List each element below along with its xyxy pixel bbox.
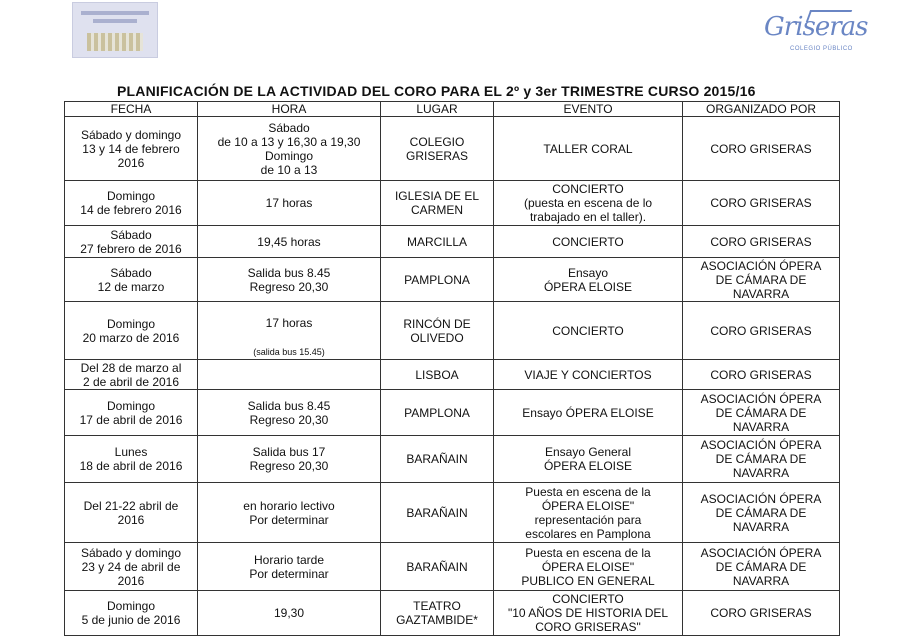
cell-evento: VIAJE Y CONCIERTOS <box>494 360 683 390</box>
cell-lugar: IGLESIA DE EL CARMEN <box>381 181 494 226</box>
cell-evento: Puesta en escena de la ÓPERA ELOISE" PUBLICO EN GENERAL <box>494 543 683 591</box>
table-row <box>65 360 840 390</box>
table-row <box>65 591 840 636</box>
cell-fecha: Sábado y domingo 13 y 14 de febrero 2016 <box>65 117 198 181</box>
cell-lugar: MARCILLA <box>381 226 494 258</box>
cell-evento: CONCIERTO "10 AÑOS DE HISTORIA DEL CORO GRISERAS" <box>494 591 683 636</box>
cell-organizado: CORO GRISERAS <box>683 360 840 390</box>
cell-hora <box>198 302 381 360</box>
cell-hora: 19,30 <box>198 591 381 636</box>
cell-organizado: CORO GRISERAS <box>683 591 840 636</box>
page-title: PLANIFICACIÓN DE LA ACTIVIDAD DEL CORO PARA EL 2º y 3er TRIMESTRE CURSO 2015/16 <box>117 83 756 99</box>
table-row <box>65 258 840 302</box>
cell-hora <box>198 360 381 390</box>
cell-lugar: BARAÑAIN <box>381 543 494 591</box>
cell-organizado: ASOCIACIÓN ÓPERA DE CÁMARA DE NAVARRA <box>683 390 840 436</box>
column-header-hora: HORA <box>198 102 381 117</box>
cell-fecha: Sábado y domingo 23 y 24 de abril de 2016 <box>65 543 198 591</box>
cell-evento: TALLER CORAL <box>494 117 683 181</box>
cell-fecha: Domingo 5 de junio de 2016 <box>65 591 198 636</box>
cell-evento: Ensayo ÓPERA ELOISE <box>494 390 683 436</box>
cell-lugar: BARAÑAIN <box>381 483 494 543</box>
cell-lugar: TEATRO GAZTAMBIDE* <box>381 591 494 636</box>
cell-evento: Ensayo ÓPERA ELOISE <box>494 258 683 302</box>
cell-lugar: LISBOA <box>381 360 494 390</box>
table-header-row <box>65 102 840 117</box>
column-header-lugar: LUGAR <box>381 102 494 117</box>
cell-hora: en horario lectivo Por determinar <box>198 483 381 543</box>
logo-subtitle: COLEGIO PÚBLICO <box>790 46 853 52</box>
table-row <box>65 181 840 226</box>
cell-fecha: Del 21-22 abril de 2016 <box>65 483 198 543</box>
cell-fecha: Del 28 de marzo al 2 de abril de 2016 <box>65 360 198 390</box>
cell-lugar: RINCÓN DE OLIVEDO <box>381 302 494 360</box>
table-row <box>65 543 840 591</box>
griseras-logo <box>760 6 868 58</box>
table-row <box>65 226 840 258</box>
cell-hora: Salida bus 8.45 Regreso 20,30 <box>198 258 381 302</box>
cell-fecha: Domingo 17 de abril de 2016 <box>65 390 198 436</box>
table-row <box>65 483 840 543</box>
cell-lugar: BARAÑAIN <box>381 436 494 483</box>
cell-evento: CONCIERTO <box>494 302 683 360</box>
table-row <box>65 436 840 483</box>
cell-evento: CONCIERTO <box>494 226 683 258</box>
hora-note: (salida bus 15.45) <box>253 347 325 357</box>
cell-fecha: Sábado 27 febrero de 2016 <box>65 226 198 258</box>
column-header-organizado: ORGANIZADO POR <box>683 102 840 117</box>
cell-hora: Salida bus 8.45 Regreso 20,30 <box>198 390 381 436</box>
cell-fecha: Domingo 20 marzo de 2016 <box>65 302 198 360</box>
school-crest-logo <box>72 2 158 58</box>
cell-organizado: CORO GRISERAS <box>683 181 840 226</box>
cell-organizado: ASOCIACIÓN ÓPERA DE CÁMARA DE NAVARRA <box>683 483 840 543</box>
cell-evento: CONCIERTO (puesta en escena de lo trabajado en el taller). <box>494 181 683 226</box>
column-header-evento: EVENTO <box>494 102 683 117</box>
cell-organizado: ASOCIACIÓN ÓPERA DE CÁMARA DE NAVARRA <box>683 436 840 483</box>
logo-wordmark: Griseras <box>764 12 868 42</box>
cell-evento: Puesta en escena de la ÓPERA ELOISE" representación para escolares en Pamplona <box>494 483 683 543</box>
cell-lugar: COLEGIO GRISERAS <box>381 117 494 181</box>
cell-lugar: PAMPLONA <box>381 390 494 436</box>
cell-organizado: CORO GRISERAS <box>683 117 840 181</box>
table-row <box>65 117 840 181</box>
cell-fecha: Sábado 12 de marzo <box>65 258 198 302</box>
cell-organizado: ASOCIACIÓN ÓPERA DE CÁMARA DE NAVARRA <box>683 543 840 591</box>
cell-hora: Sábado de 10 a 13 y 16,30 a 19,30 Domingo de 10 a 13 <box>198 117 381 181</box>
cell-hora: 19,45 horas <box>198 226 381 258</box>
cell-lugar: PAMPLONA <box>381 258 494 302</box>
cell-hora: 17 horas <box>198 181 381 226</box>
table-row <box>65 390 840 436</box>
column-header-fecha: FECHA <box>65 102 198 117</box>
cell-organizado: CORO GRISERAS <box>683 302 840 360</box>
table-row <box>65 302 840 360</box>
cell-organizado: ASOCIACIÓN ÓPERA DE CÁMARA DE NAVARRA <box>683 258 840 302</box>
hora-text: 17 horas <box>265 316 313 330</box>
cell-fecha: Lunes 18 de abril de 2016 <box>65 436 198 483</box>
schedule-table <box>64 101 840 636</box>
cell-hora: Salida bus 17 Regreso 20,30 <box>198 436 381 483</box>
cell-organizado: CORO GRISERAS <box>683 226 840 258</box>
cell-hora: Horario tarde Por determinar <box>198 543 381 591</box>
cell-fecha: Domingo 14 de febrero 2016 <box>65 181 198 226</box>
cell-evento: Ensayo General ÓPERA ELOISE <box>494 436 683 483</box>
